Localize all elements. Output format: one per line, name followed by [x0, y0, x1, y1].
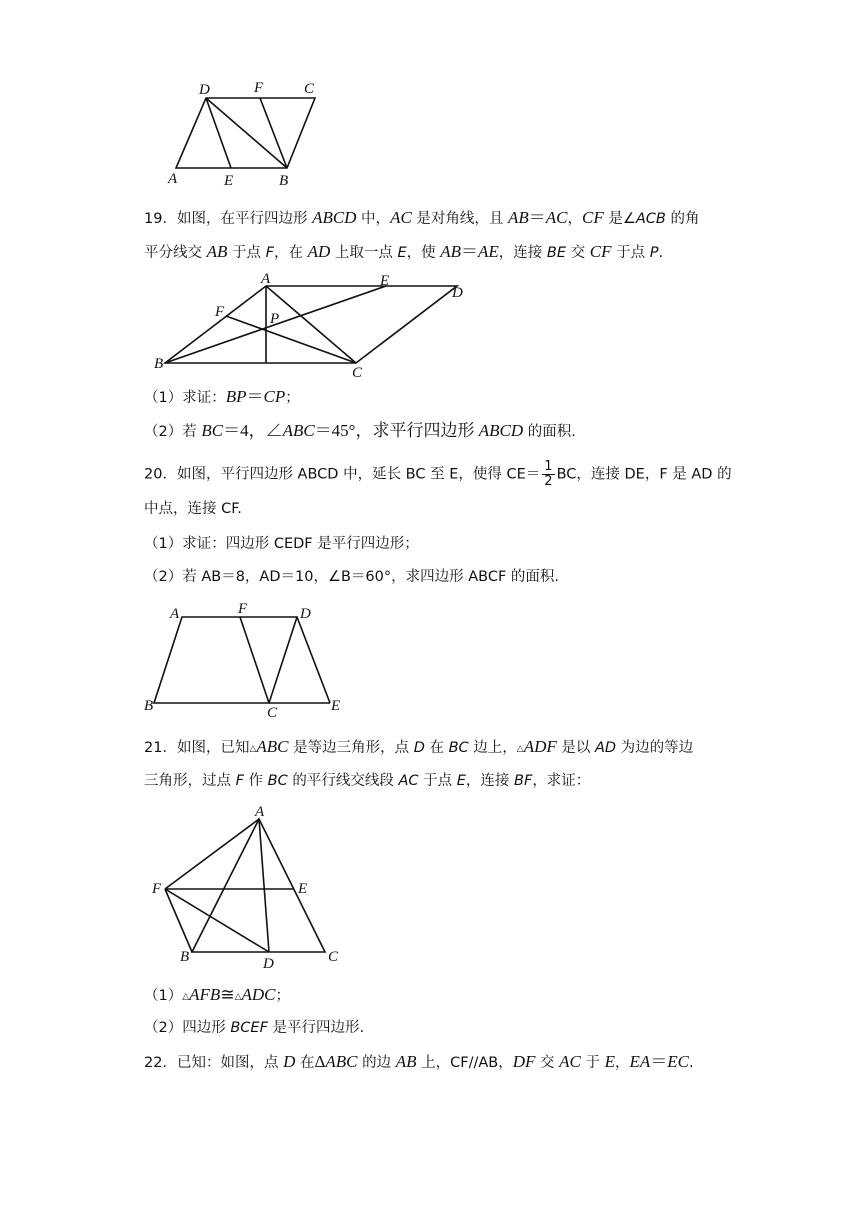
fig21-label-C: C [328, 949, 339, 965]
q20-part-2: （2）若 AB＝8，AD＝10，∠B＝60°，求四边形 ABCF 的面积. [144, 569, 560, 585]
fig20-label-B: B [144, 698, 154, 714]
fig18-label-C: C [304, 81, 315, 97]
fig21-line-FD [165, 889, 269, 952]
fig19-label-C: C [352, 365, 363, 381]
fig18-label-D: D [199, 82, 210, 98]
fig20-line-DE [297, 617, 330, 703]
fig20-line-FC [240, 617, 269, 703]
q21-part-1: （1）△AFB≅△ADC； [144, 985, 290, 1004]
q22-line-1: 22．已知：如图，点 D 在ΔABC 的边 AB 上，CF//AB，DF 交 AC 于 E，EA＝EC. [144, 1052, 694, 1071]
fraction-one-half: $\frac{1}{2}$ [544, 459, 553, 489]
fig19-label-P: P [270, 311, 280, 327]
fig20-label-C: C [267, 705, 278, 721]
fig18-label-F: F [254, 80, 264, 96]
figure-q21 [148, 804, 348, 972]
q21-line-2: 三角形，过点 F 作 BC 的平行线交线段 AC 于点 E，连接 BF，求证： [144, 773, 591, 789]
fig19-line-CF [226, 316, 356, 363]
fig20-label-E: E [331, 698, 341, 714]
q21-line-1: 21．如图，已知△ABC 是等边三角形，点 D 在 BC 边上，△ADF 是以 AD 为边的等边 [144, 737, 694, 756]
fig19-line-AC [266, 286, 356, 363]
q20-part-1: （1）求证：四边形 CEDF 是平行四边形； [144, 536, 419, 552]
fig19-label-E: E [380, 273, 390, 289]
fig18-line-FB [260, 98, 287, 168]
q19-line-1: 19．如图，在平行四边形 ABCD 中，AC 是对角线，且 AB＝AC，CF 是∠ACB 的角 [144, 208, 700, 227]
q19-line-2: 平分线交 AB 于点 F，在 AD 上取一点 E，使 AB＝AE，连接 BE 交 CF 于点 P. [144, 242, 664, 261]
fig18-label-B: B [279, 173, 289, 189]
figure-q20 [140, 600, 350, 720]
fig20-parallelogram [154, 617, 297, 703]
fig21-label-D: D [263, 956, 274, 972]
fig21-label-A: A [255, 804, 265, 820]
fig18-label-E: E [224, 173, 234, 189]
fig19-label-D: D [452, 285, 463, 301]
q20-line-1: 20．如图，平行四边形 ABCD 中，延长 BC 至 E，使得 CE＝ $\frac{1}{2}$ BC，连接 DE，F 是 AD 的 [144, 459, 732, 489]
q19-part-2: （2）若 BC＝4，∠ABC＝45°，求平行四边形 ABCD 的面积. [144, 421, 576, 440]
figure-q18 [160, 78, 340, 188]
fig19-label-F: F [215, 304, 225, 320]
q20-line-2: 中点，连接 CF. [144, 501, 242, 517]
fig19-label-B: B [154, 356, 164, 372]
fig19-label-A: A [261, 271, 271, 287]
fig21-line-AF [165, 819, 259, 889]
fig20-label-D: D [300, 606, 311, 622]
fig21-line-AD [259, 819, 269, 952]
fig21-label-E: E [298, 881, 308, 897]
fig21-line-FB [165, 889, 192, 952]
figure-q19 [150, 272, 480, 382]
fig21-label-F: F [152, 881, 162, 897]
q19-part-1: （1）求证：BP＝CP； [144, 387, 300, 406]
fig21-label-B: B [180, 949, 190, 965]
fig18-label-A: A [168, 171, 178, 187]
fig20-label-F: F [238, 601, 248, 617]
fig20-label-A: A [170, 606, 180, 622]
q21-part-2: （2）四边形 BCEF 是平行四边形. [144, 1020, 365, 1036]
